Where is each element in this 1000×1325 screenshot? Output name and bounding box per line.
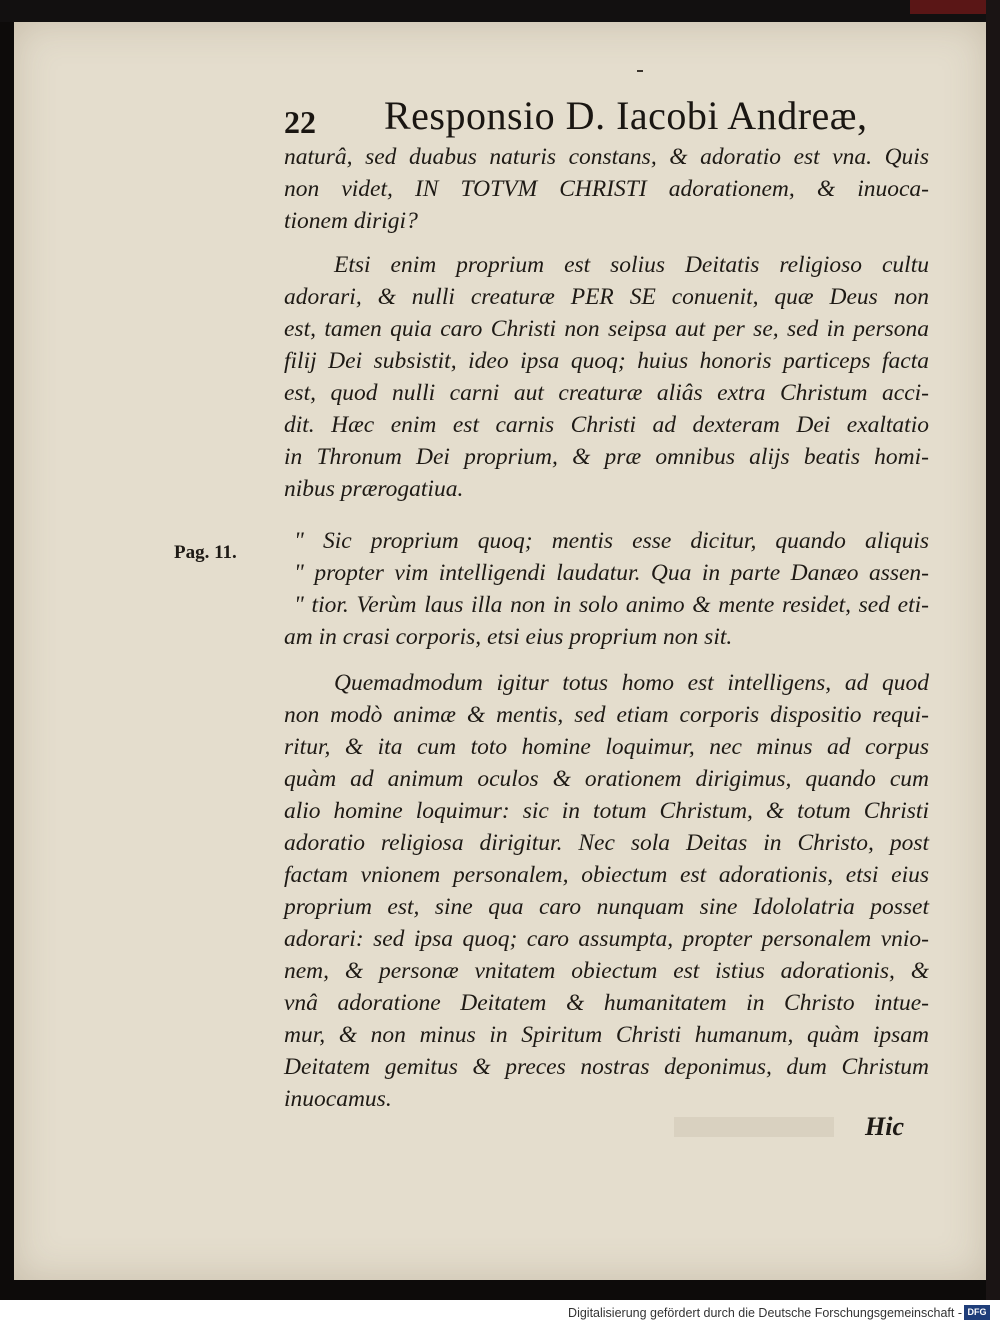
text-line: dit. Hæc enim est carnis Christi ad dexteram Dei exaltatio xyxy=(284,412,929,438)
text-line: vnâ adoratione Deitatem & humanitatem in Christo intue- xyxy=(284,990,929,1016)
text-line: filij Dei subsistit, ideo ipsa quoq; huius honoris particeps facta xyxy=(284,348,929,374)
text-line: in Thronum Dei proprium, & præ omnibus alijs beatis homi- xyxy=(284,444,929,470)
text-line: nibus prærogatiua. xyxy=(284,476,464,502)
running-head xyxy=(284,82,924,152)
scan-border-top xyxy=(0,0,1000,22)
text-line: Etsi enim proprium est solius Deitatis religioso cultu xyxy=(334,252,929,278)
page-number: 22 xyxy=(284,104,316,140)
text-line: adorari, & nulli creaturæ PER SE conuenit, quæ Deus non xyxy=(284,284,929,310)
text-line: " Sic proprium quoq; mentis esse dicitur, quando aliquis xyxy=(294,528,929,554)
text-line: non modò animæ & mentis, sed etiam corporis dispositio requi- xyxy=(284,702,929,728)
text-line: am in crasi corporis, etsi eius proprium non sit. xyxy=(284,624,733,650)
text-line: adorari: sed ipsa quoq; caro assumpta, propter personalem vnio- xyxy=(284,926,929,952)
text-line: alio homine loquimur: sic in totum Christum, & totum Christi xyxy=(284,798,929,824)
book-page xyxy=(14,22,986,1280)
scan-border-right xyxy=(986,0,1000,1300)
digitization-footer xyxy=(0,1300,1000,1325)
text-line: naturâ, sed duabus naturis constans, & adoratio est vna. Quis xyxy=(284,144,929,170)
text-line: Quemadmodum igitur totus homo est intelligens, ad quod xyxy=(334,670,929,696)
text-line: mur, & non minus in Spiritum Christi humanum, quàm ipsam xyxy=(284,1022,929,1048)
text-line: quàm ad animum oculos & orationem dirigimus, quando cum xyxy=(284,766,929,792)
show-through-smudge xyxy=(674,1117,834,1137)
text-line: " propter vim intelligendi laudatur. Qua in parte Danæo assen- xyxy=(294,560,929,586)
text-line: est, quod nulli carni aut creaturæ aliâs extra Christum acci- xyxy=(284,380,929,406)
text-line: ritur, & ita cum toto homine loquimur, nec minus ad corpus xyxy=(284,734,929,760)
text-line: proprium est, sine qua caro nunquam sine Idololatria posset xyxy=(284,894,929,920)
text-line: adoratio religiosa dirigitur. Nec sola Deitas in Christo, post xyxy=(284,830,929,856)
text-line: factam vnionem personalem, obiectum est adorationis, etsi eius xyxy=(284,862,929,888)
text-line: nem, & personæ vnitatem obiectum est istius adorationis, & xyxy=(284,958,929,984)
dfg-logo: DFG xyxy=(964,1305,990,1320)
text-line: " tior. Verùm laus illa non in solo animo & mente residet, sed eti- xyxy=(294,592,929,618)
text-line: tionem dirigi? xyxy=(284,208,418,234)
running-title: Responsio D. Iacobi Andreæ, xyxy=(384,93,868,138)
catchword: Hic xyxy=(865,1112,904,1141)
text-line: est, tamen quia caro Christi non seipsa aut per se, sed in persona xyxy=(284,316,929,342)
text-line: inuocamus. xyxy=(284,1086,392,1112)
text-line: non videt, IN TOTVM CHRISTI adorationem, & inuoca- xyxy=(284,176,929,202)
funding-credit: Digitalisierung gefördert durch die Deutsche Forschungsgemeinschaft - xyxy=(568,1306,962,1320)
printer-mark xyxy=(637,70,643,72)
margin-note: Pag. 11. xyxy=(174,542,237,563)
text-line: Deitatem gemitus & preces nostras deponimus, dum Christum xyxy=(284,1054,929,1080)
